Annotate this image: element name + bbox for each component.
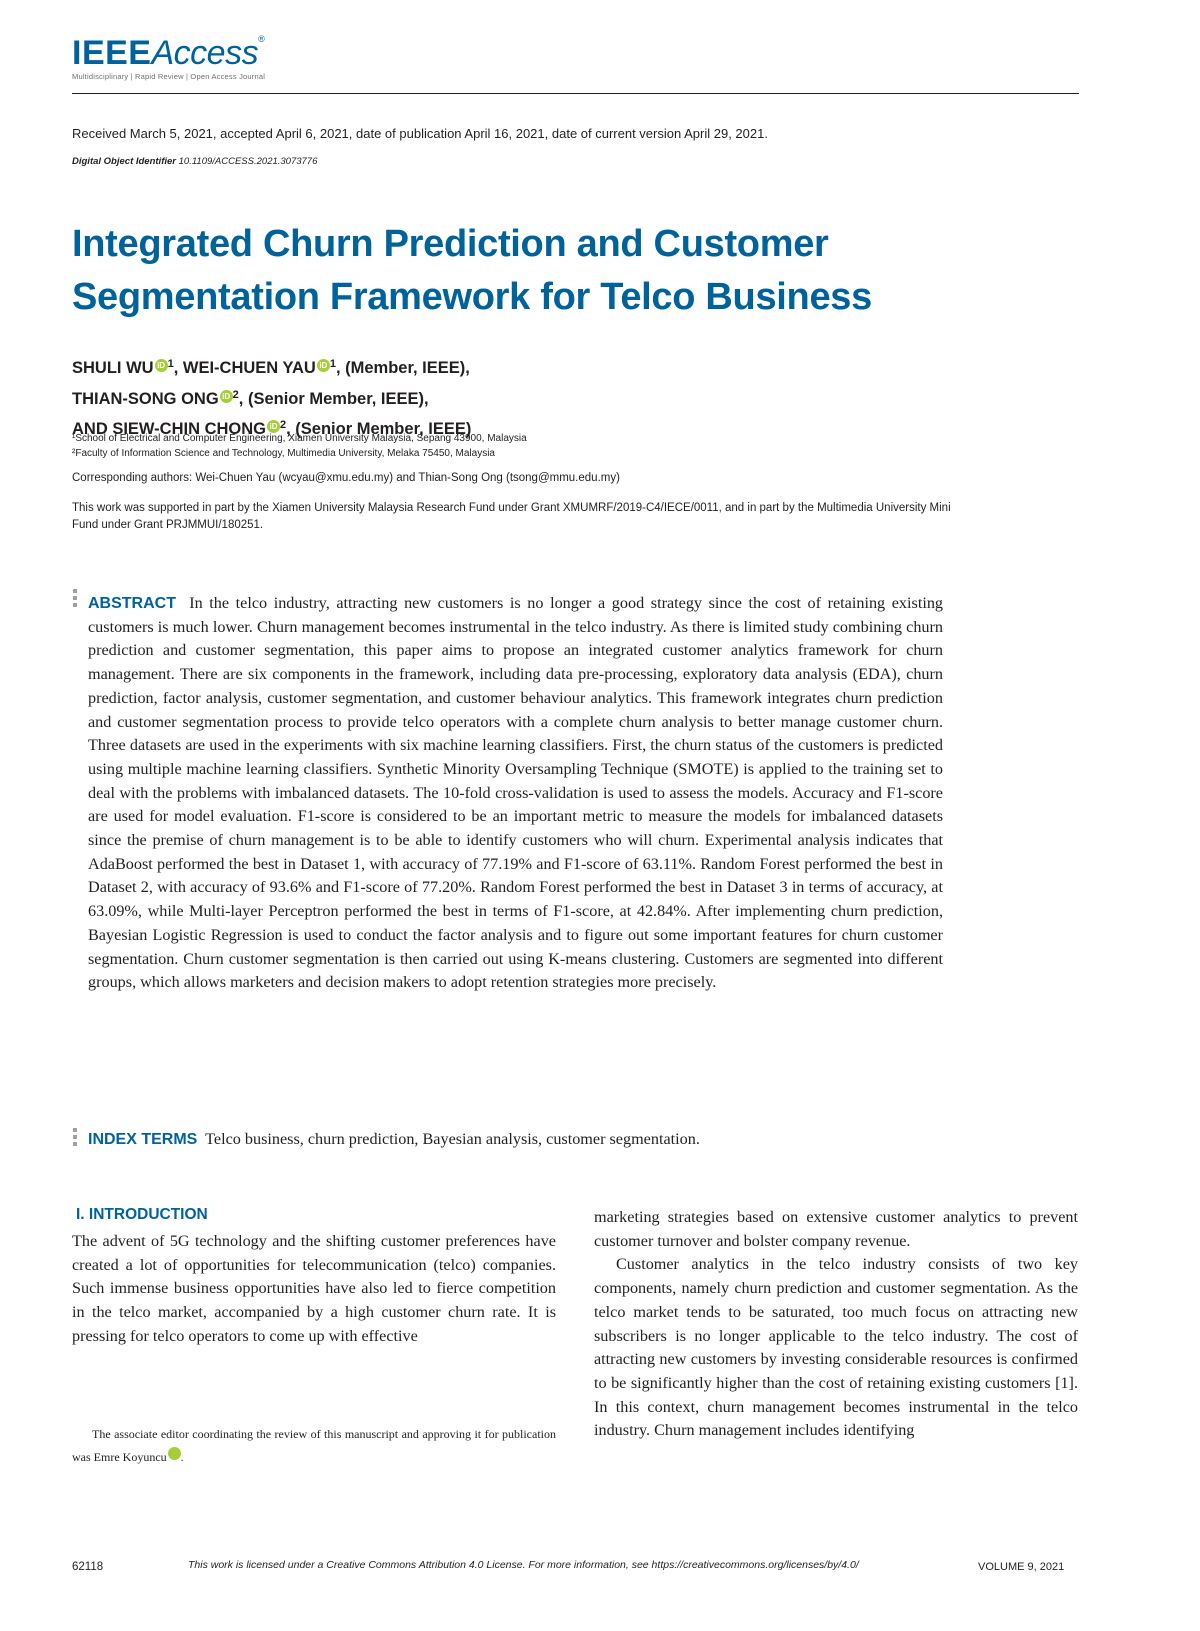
license-notice: This work is licensed under a Creative Commons Attribution 4.0 License. For more information, see https://creativecommons.org/licenses/by/4.0/ bbox=[188, 1559, 859, 1571]
author-line-2 bbox=[72, 382, 1072, 413]
orcid-icon[interactable]: iD bbox=[168, 1447, 181, 1460]
page-number: 62118 bbox=[72, 1561, 104, 1573]
intro-paragraph: The advent of 5G technology and the shifting customer preferences have created a lot of opportunities for telecommunication (telco) companies. Such immense business opportunities have also led to fierce competition in the telco market, accompanied by a high customer churn rate. It is pressing for telco operators to come up with effective bbox=[72, 1232, 556, 1345]
author-affil-sup: 2 bbox=[232, 388, 239, 401]
index-terms-marker-icon bbox=[73, 1128, 77, 1149]
author-name: WEI-CHUEN YAU bbox=[182, 359, 316, 377]
logo-ieee: IEEE bbox=[72, 34, 152, 72]
orcid-icon[interactable]: iD bbox=[220, 390, 233, 403]
author-name: SHULI WU bbox=[72, 359, 154, 377]
affiliation-1: ¹School of Electrical and Computer Engineering, Xiamen University Malaysia, Sepang 43900, Malaysia bbox=[72, 433, 527, 444]
funding-statement: This work was supported in part by the Xiamen University Malaysia Research Fund under Grant XMUMRF/2019-C4/IECE/0011, and in part by the Multimedia University Mini Fund under Grant PRJMMUI/180251. bbox=[72, 502, 951, 531]
affiliation-2: ²Faculty of Information Science and Technology, Multimedia University, Melaka 75450, Malaysia bbox=[72, 448, 495, 459]
author-affil-sup: 2 bbox=[280, 419, 287, 431]
author-line-1 bbox=[72, 351, 1072, 382]
publication-dates: Received March 5, 2021, accepted April 6, 2021, date of publication April 16, 2021, date of current version April 29, 2021. bbox=[72, 126, 768, 141]
header-divider bbox=[72, 93, 1079, 94]
intro-paragraph-continued: marketing strategies based on extensive customer analytics to prevent customer turnover and bolster company revenue. bbox=[594, 1208, 1078, 1250]
journal-tagline: Multidisciplinary | Rapid Review | Open Access Journal bbox=[72, 72, 266, 81]
section-heading: I. INTRODUCTION bbox=[76, 1206, 208, 1223]
author-role: , (Member, IEEE), bbox=[335, 359, 470, 377]
logo-trademark: ® bbox=[258, 34, 265, 44]
right-column bbox=[594, 1206, 1078, 1443]
author-affil-sup: 1 bbox=[329, 358, 336, 370]
author-role: , (Senior Member, IEEE) bbox=[286, 420, 472, 438]
logo-access: Access bbox=[151, 34, 259, 72]
journal-logo bbox=[72, 34, 265, 73]
title-line-1: Integrated Churn Prediction and Customer bbox=[72, 223, 829, 265]
orcid-icon[interactable]: iD bbox=[155, 359, 168, 372]
intro-paragraph-2: Customer analytics in the telco industry consists of two key components, namely churn prediction and customer segmentation. As the telco market tends to be saturated, too much focus on attracting new subscribers is no longer applicable to the telco industry. The cost of attracting new customers by investing considerable resources is confirmed to be significantly higher than the cost of retaining existing customers [1]. In this context, churn management becomes instrumental in the telco industry. Churn management includes identifying bbox=[594, 1255, 1078, 1440]
doi-label: Digital Object Identifier bbox=[72, 156, 176, 167]
orcid-icon[interactable]: iD bbox=[267, 420, 280, 433]
author-separator: , bbox=[173, 359, 183, 377]
corresponding-authors: Corresponding authors: Wei-Chuen Yau (wcyau@xmu.edu.my) and Thian-Song Ong (tsong@mmu.edu.my) bbox=[72, 472, 620, 484]
abstract-heading: ABSTRACT bbox=[88, 595, 176, 612]
abstract-text: In the telco industry, attracting new customers is no longer a good strategy since the cost of retaining existing customers is much lower. Churn management becomes instrumental in the telco industry. As there is limited study combining churn prediction and customer segmentation, this paper aims to propose an integrated customer analytics framework for churn management. There are six components in the framework, including data pre-processing, exploratory data analysis (EDA), churn prediction, factor analysis, customer segmentation, and customer behaviour analytics. This framework integrates churn prediction and customer segmentation process to provide telco operators with a complete churn analysis to better manage customer churn. Three datasets are used in the experiments with six machine learning classifiers. First, the churn status of the customers is predicted using multiple machine learning classifiers. Synthetic Minority Oversampling Technique (SMOTE) is applied to the training set to deal with the problems with imbalanced datasets. The 10-fold cross-validation is used to assess the models. Accuracy and F1-score are used for model evaluation. F1-score is considered to be an important metric to measure the models for imbalanced datasets since the premise of churn management is to be able to identify customers who will churn. Experimental analysis indicates that AdaBoost performed the best in Dataset 1, with accuracy of 77.19% and F1-score of 63.11%. Random Forest performed the best in Dataset 2, with accuracy of 93.6% and F1-score of 77.20%. Random Forest performed the best in Dataset 3 in terms of accuracy, at 63.09%, while Multi-layer Perceptron performed the best in terms of F1-score, at 42.84%. After implementing churn prediction, Bayesian Logistic Regression is used to conduct the factor analysis and to figure out some important features for churn customer segmentation. Churn customer segmentation is then carried out using K-means clustering. Customers are segmented into different groups, which allows marketers and decision makers to adopt retention strategies more precisely. bbox=[88, 594, 944, 992]
index-terms-text: Telco business, churn prediction, Bayesian analysis, customer segmentation. bbox=[205, 1130, 700, 1148]
index-terms bbox=[88, 1130, 948, 1149]
author-name: THIAN-SONG ONG bbox=[72, 389, 219, 408]
index-terms-heading: INDEX TERMS bbox=[88, 1131, 198, 1148]
left-column bbox=[72, 1230, 556, 1349]
author-affil-sup: 1 bbox=[167, 358, 174, 370]
orcid-icon[interactable]: iD bbox=[317, 359, 330, 372]
footnote-text: The associate editor coordinating the review of this manuscript and approving it for publication was Emre Koyuncu bbox=[72, 1427, 556, 1464]
author-name: AND SIEW-CHIN CHONG bbox=[72, 420, 266, 438]
doi-value: 10.1109/ACCESS.2021.3073776 bbox=[178, 156, 318, 167]
author-role: , (Senior Member, IEEE), bbox=[238, 389, 429, 408]
volume-info: VOLUME 9, 2021 bbox=[978, 1561, 1065, 1573]
author-list bbox=[72, 351, 1072, 443]
abstract bbox=[88, 592, 943, 995]
paper-title bbox=[72, 218, 1072, 324]
title-line-2: Segmentation Framework for Telco Business bbox=[72, 276, 872, 318]
doi-line bbox=[72, 156, 317, 167]
editor-footnote: The associate editor coordinating the review of this manuscript and approving it for publication was Emre Koyuncu iD. bbox=[72, 1427, 556, 1464]
abstract-marker-icon bbox=[73, 589, 77, 610]
